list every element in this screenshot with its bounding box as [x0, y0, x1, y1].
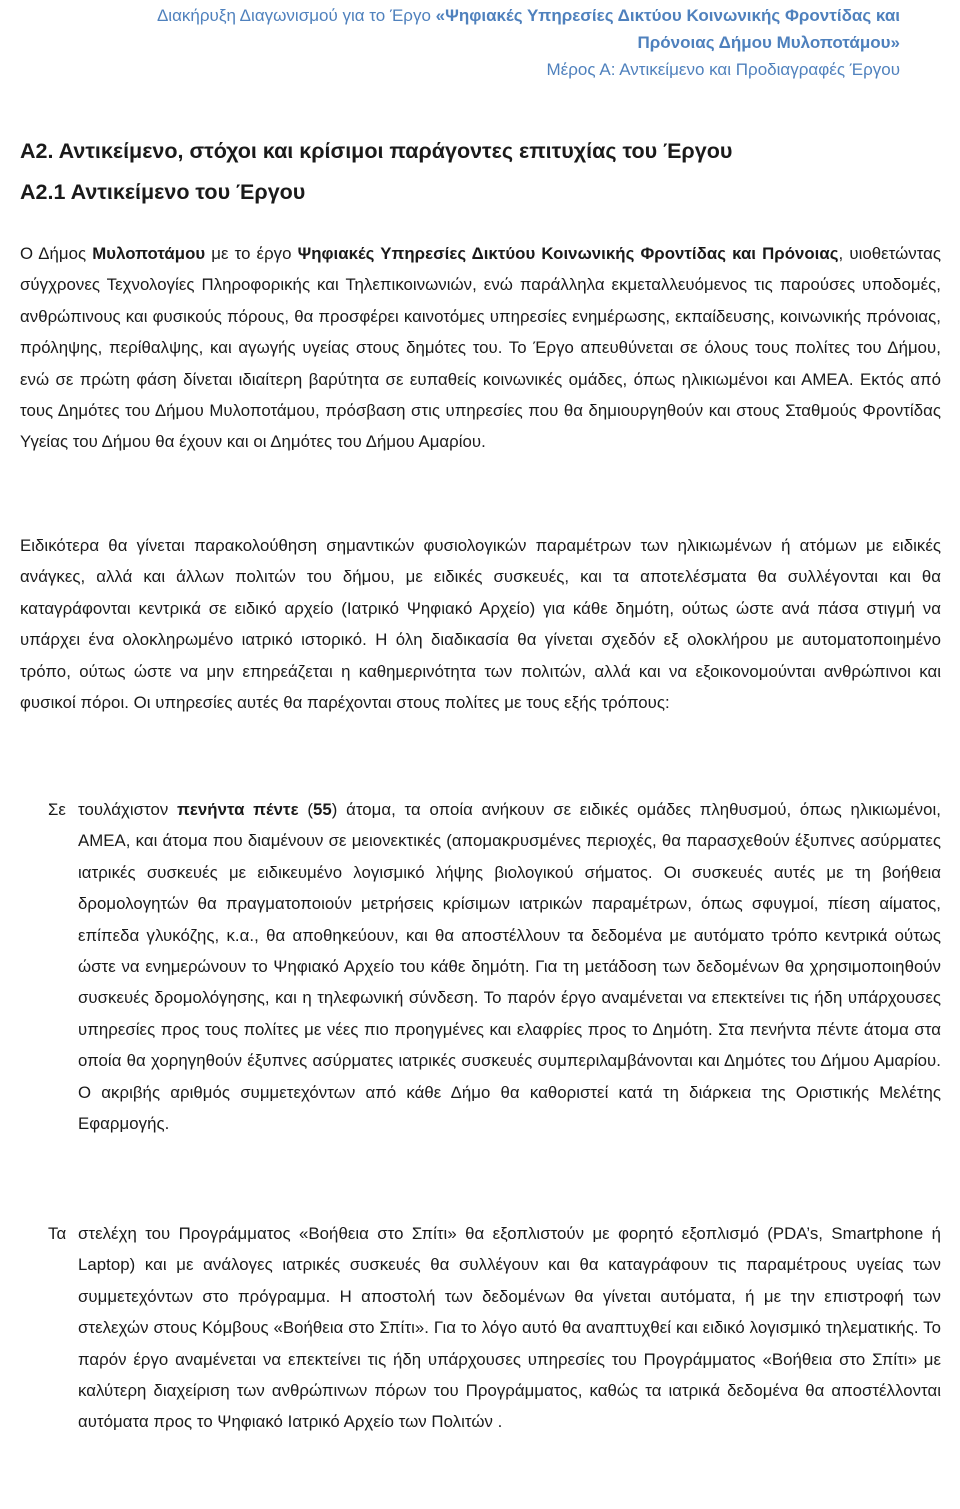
list-item-1-text-1: τουλάχιστον — [78, 800, 178, 819]
para1-text-1: Ο Δήμος — [20, 244, 93, 263]
paragraph-1 — [20, 238, 941, 458]
header-line-3: Μέρος Α: Αντικείμενο και Προδιαγραφές Έργου — [546, 60, 900, 79]
list-item-2-text: στελέχη του Προγράμματος «Βοήθεια στο Σπίτι» θα εξοπλιστούν με φορητό εξοπλισμό (PDA’s, Smartphone ή Laptop) και με ανάλογες ιατρικές συσκευές θα συλλέγουν και θα καταγράφουν τις παραμέτρους υγείας των συμμετεχόντων στο πρόγραμμα. Η αποστολή των δεδομένων θα γίνεται αυτόματα, ή με την επιστροφή των στελεχών στους Κόμβους «Βοήθεια στο Σπίτι». Για το λόγο αυτό θα αναπτυχθεί και ειδικό λογισμικό τηλεματικής. Το παρόν έργο αναμένεται να επεκτείνει τις ήδη υπάρχουσες υπηρεσίες του Προγράμματος «Βοήθεια στο Σπίτι» με καλύτερη διαχείριση των ανθρώπινων πόρων του Προγράμματος, καθώς τα ιατρικά δεδομένα θα αποστέλλονται αυτόματα προς το Ψηφιακό Ιατρικό Αρχείο των Πολιτών . — [78, 1224, 941, 1432]
list-item-1-bold-count: πενήντα πέντε — [177, 800, 299, 819]
list-item-1-bold-number: 55 — [312, 800, 332, 819]
list-item-1 — [48, 794, 941, 1139]
list-item-2-lead: Τα — [48, 1224, 67, 1243]
list-item-1-text-3: ) άτομα, τα οποία ανήκουν σε ειδικές ομάδες πληθυσμού, όπως ηλικιωμένοι, ΑΜΕΑ, και άτομα που διαμένουν σε μειονεκτικές (απομακρυσμένες περιοχές, θα παρασχεθούν έξυπνες ασύρματες ιατρικές συσκευές με ειδικευμένο λογισμικό λήψης βιολογικού σήματος. Οι συσκευές αυτές με τη βοήθεια δρομολογητών θα πραγματοποιούν μετρήσεις κρίσιμων ιατρικών παραμέτρων, όπως σφυγμοί, πίεση αίματος, επίπεδα γλυκόζης, κ.α., θα αποθηκεύουν, και θα αποστέλλουν τα δεδομένα με αυτόματο τρόπο κεντρικά ούτως ώστε να ενημερώνουν το Ψηφιακό Αρχείο του κάθε δημότη. Για τη μετάδοση των δεδομένων θα χρησιμοποιηθούν συσκευές δρομολόγησης, και η τηλεφωνική σύνδεση. Το παρόν έργο αναμένεται να επεκτείνει τις ήδη υπάρχουσες υπηρεσίες προς τους πολίτες με νέες πιο προηγμένες και ελαφρίες προς το Δημότη. Στα πενήντα πέντε άτομα στα οποία θα χορηγηθούν έξυπνες ασύρματες ιατρικές συσκευές συμπεριλαμβάνονται και Δημότες του Δήμου Αμαρίου. Ο ακριβής αριθμός συμμετεχόντων από κάθε Δήμο θα καθοριστεί κατά τη διάρκεια της Οριστικής Μελέτης Εφαρμογής. — [78, 800, 941, 1134]
list-item-1-lead: Σε — [48, 800, 66, 819]
para1-text-3: , υιοθετώντας σύγχρονες Τεχνολογίες Πληροφορικής και Τηλεπικοινωνιών, ενώ παράλληλα εκμεταλλευόμενος τις παρούσες υποδομές, ανθρώπινους και φυσικούς πόρους, θα προσφέρει καινοτόμες υπηρεσίες ενημέρωσης, εκπαίδευσης, κοινωνικής πρόνοιας, πρόληψης, περίθαλψης, και αγωγής υγείας στους δημότες του. Το Έργο απευθύνεται σε όλους τους πολίτες του Δήμου, ενώ σε πρώτη φάση δίνεται ιδιαίτερη βαρύτητα σε ευπαθείς κοινωνικές ομάδες, όπως ηλικιωμένοι και ΑΜΕΑ. Εκτός από τους Δημότες του Δήμου Μυλοποτάμου, πρόσβαση στις υπηρεσίες που θα δημιουργηθούν και στους Σταθμούς Φροντίδας Υγείας του Δήμου θα έχουν και οι Δημότες του Δήμου Αμαρίου. — [20, 244, 942, 452]
section-heading-a2: Α2. Αντικείμενο, στόχοι και κρίσιμοι παράγοντες επιτυχίας του Έργου — [20, 139, 733, 163]
header-line-2 — [40, 29, 900, 56]
header-line-1 — [40, 2, 900, 29]
para1-bold-municipality: Μυλοποτάμου — [92, 244, 206, 263]
para1-bold-project: Ψηφιακές Υπηρεσίες Δικτύου Κοινωνικής Φροντίδας και Πρόνοιας — [297, 244, 839, 263]
para1-text-2: με το έργο — [205, 244, 298, 263]
header-prefix: Διακήρυξη Διαγωνισμού για το Έργο — [156, 6, 436, 25]
list-item-1-text-2: ( — [298, 800, 313, 819]
subsection-heading-a21: Α2.1 Αντικείμενο του Έργου — [20, 180, 306, 204]
list-item-2 — [48, 1218, 941, 1438]
paragraph-2: Ειδικότερα θα γίνεται παρακολούθηση σημαντικών φυσιολογικών παραμέτρων των ηλικιωμένων ή ατόμων με ειδικές ανάγκες, αλλά και άλλων πολιτών του δήμου, με ειδικές συσκευές, και τα αποτελέσματα θα συλλέγονται και θα καταγράφονται κεντρικά σε ειδικό αρχείο (Ιατρικό Ψηφιακό Αρχείο) για κάθε δημότη, ούτως ώστε ανά πάσα στιγμή να υπάρχει ένα ολοκληρωμένο ιατρικό ιστορικό. Η όλη διαδικασία θα γίνεται σχεδόν εξ ολοκλήρου με αυτοματοποιημένο τρόπο, ούτως ώστε να μην επηρεάζεται η καθημερινότητα των πολιτών, αλλά και να εξοικονομούνται ανθρώπινοι και φυσικοί πόροι. Οι υπηρεσίες αυτές θα παρέχονται στους πολίτες με τους εξής τρόπους: — [20, 536, 941, 713]
header-project-title-cont: Πρόνοιας Δήμου Μυλοποτάμου» — [637, 33, 900, 52]
page-header — [40, 2, 900, 83]
header-project-title: «Ψηφιακές Υπηρεσίες Δικτύου Κοινωνικής Φροντίδας και — [435, 6, 900, 25]
